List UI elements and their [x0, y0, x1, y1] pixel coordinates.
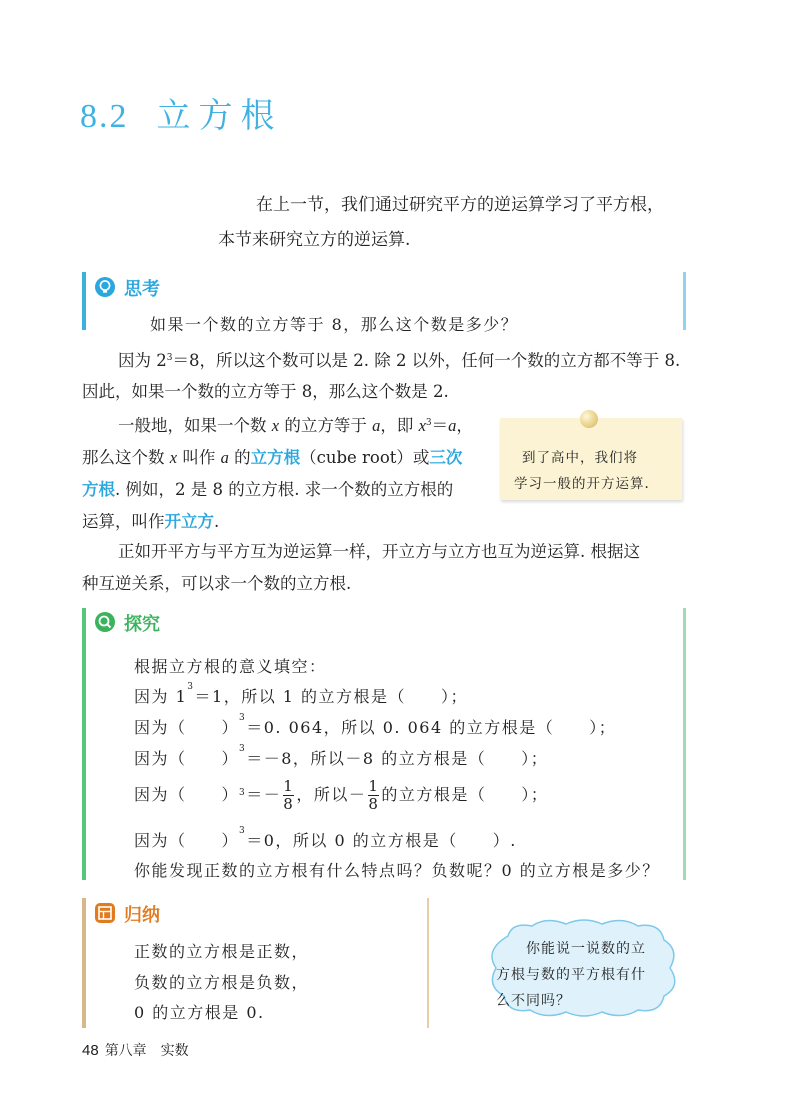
- explore-heading: 探究: [124, 614, 160, 635]
- summary-line: 0 的立方根是 0.: [134, 1003, 265, 1022]
- body-line: 因此，如果一个数的立方等于 8，那么这个数是 2.: [82, 382, 449, 401]
- explore-line: 因为（ ）$^3$＝－8，所以－8 的立方根是（ ）；: [134, 744, 549, 768]
- page-number: 48: [82, 1042, 99, 1059]
- bubble-line: 方根与数的平方根有什: [496, 967, 646, 983]
- body-line: 一般地，如果一个数 x 的立方等于 a，即 $x^3=a$，: [118, 416, 473, 435]
- summary-line: 正数的立方根是正数，: [134, 942, 310, 961]
- thought-bubble: [480, 916, 685, 1021]
- term-third-root: 方根: [82, 480, 115, 499]
- body-line: 正如开平方与平方互为逆运算一样，开立方与立方也互为逆运算. 根据这: [118, 542, 640, 561]
- pushpin-icon: [580, 410, 598, 428]
- summary-right-bar: [427, 898, 429, 1028]
- body-line: 方根. 例如，2 是 8 的立方根. 求一个数的立方根的: [82, 480, 454, 499]
- think-right-bar: [683, 272, 686, 330]
- explore-left-bar: [82, 608, 86, 880]
- fraction: $\frac{1}{8}$: [368, 777, 380, 813]
- think-heading: 思考: [124, 279, 160, 300]
- bubble-line: 么不同吗？: [496, 993, 571, 1009]
- summary-heading: 归纳: [124, 905, 160, 926]
- body-line: 种互逆关系，可以求一个数的立方根.: [82, 574, 352, 593]
- summary-book-icon: [94, 902, 116, 924]
- body-line: 因为 $2^3=8$，所以这个数可以是 2. 除 2 以外，任何一个数的立方都不等于 8.: [118, 351, 681, 370]
- side-note: [500, 418, 682, 500]
- chapter-label: 第八章 实数: [104, 1043, 189, 1059]
- body-line: 运算，叫作开立方.: [82, 512, 220, 531]
- explore-line: 因为 $1^3=1$，所以 1 的立方根是（ ）；: [134, 682, 469, 706]
- explore-line: 因为（ ）$^3$＝0. 064，所以 0. 064 的立方根是（ ）；: [134, 713, 617, 737]
- page-footer: [82, 1040, 189, 1060]
- summary-left-bar: [82, 898, 86, 1028]
- side-note-line: 学习一般的开方运算.: [514, 476, 650, 492]
- summary-line: 负数的立方根是负数，: [134, 973, 310, 992]
- intro-line: 在上一节，我们通过研究平方的逆运算学习了平方根，: [256, 195, 664, 215]
- think-question: 如果一个数的立方等于 8，那么这个数是多少？: [150, 315, 519, 334]
- term-cube-root-op: 开立方: [164, 512, 214, 531]
- section-title: [80, 88, 283, 137]
- magnifier-icon: [94, 611, 116, 633]
- section-name: 立方根: [156, 96, 283, 136]
- side-note-line: 到了高中，我们将: [522, 450, 638, 466]
- section-number: 8.2: [80, 98, 129, 135]
- explore-question: 你能发现正数的立方根有什么特点吗？负数呢？0 的立方根是多少？: [134, 861, 660, 880]
- explore-intro: 根据立方根的意义填空：: [134, 657, 327, 676]
- term-cube-root: 立方根: [250, 448, 301, 467]
- explore-right-bar: [683, 608, 686, 880]
- intro-line: 本节来研究立方的逆运算.: [218, 230, 411, 250]
- lightbulb-icon: [94, 276, 116, 298]
- explore-line: 因为（ ）$^3$＝0，所以 0 的立方根是（ ）.: [134, 826, 517, 850]
- intro-paragraph: [218, 188, 698, 258]
- think-left-bar: [82, 272, 86, 330]
- explore-line: 因为（ ）$^3$＝－ $\frac{1}{8}$ ，所以－ $\frac{1}{8}$ 的立方根是（ ）；: [134, 777, 549, 813]
- body-line: 那么这个数 x 叫作 a 的立方根（cube root）或三次: [82, 448, 463, 467]
- term-third-root: 三次: [429, 448, 463, 467]
- bubble-line: 你能说一说数的立: [526, 941, 646, 957]
- fraction: $\frac{1}{8}$: [283, 777, 295, 813]
